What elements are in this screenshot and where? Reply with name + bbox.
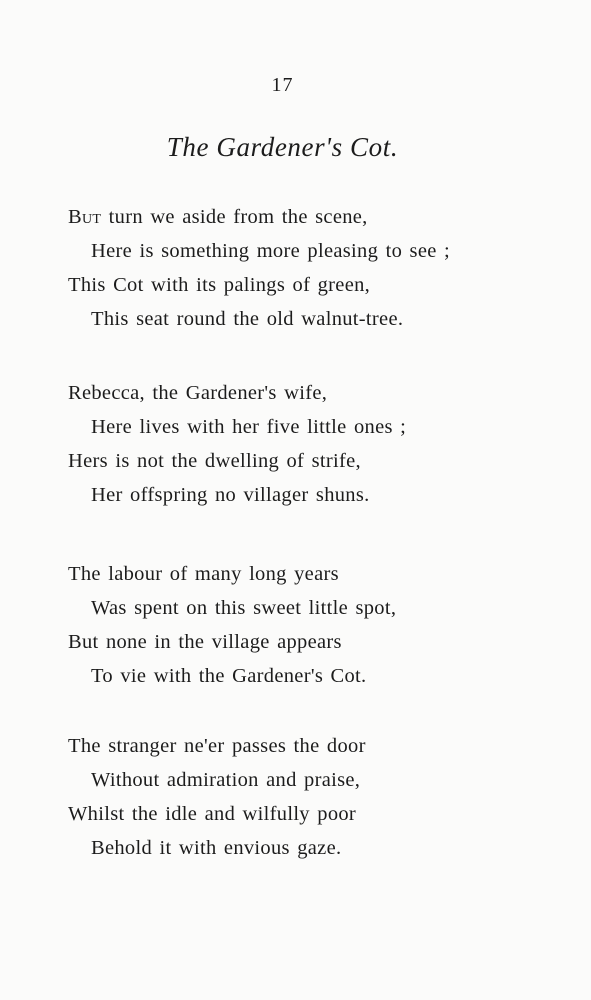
- stanza-4-line-2: Without admiration and praise,: [91, 769, 361, 791]
- stanza-4: [68, 729, 538, 865]
- stanza-2: [68, 376, 538, 512]
- stanza-2-line-2: Here lives with her five little ones ;: [91, 416, 407, 438]
- stanza-3-line-1: The labour of many long years: [68, 563, 339, 585]
- stanza-3-line-3: But none in the village appears: [68, 631, 342, 653]
- page-number: 17: [271, 74, 294, 96]
- stanza-2-line-3: Hers is not the dwelling of strife,: [68, 450, 361, 472]
- stanza-4-line-4: Behold it with envious gaze.: [91, 837, 342, 859]
- stanza-1-line-4: This seat round the old walnut-tree.: [91, 308, 404, 330]
- stanza-2-line-1: Rebecca, the Gardener's wife,: [68, 382, 328, 404]
- stanza-3: [68, 557, 538, 693]
- stanza-1-line-3: This Cot with its palings of green,: [68, 274, 371, 296]
- stanza-3-line-4: To vie with the Gardener's Cot.: [91, 665, 367, 687]
- stanza-4-line-1: The stranger ne'er passes the door: [68, 735, 366, 757]
- stanza-4-line-3: Whilst the idle and wilfully poor: [68, 803, 357, 825]
- poem-title: The Gardener's Cot.: [166, 132, 399, 162]
- stanza-2-line-4: Her offspring no villager shuns.: [91, 484, 370, 506]
- stanza-1: [68, 200, 538, 336]
- stanza-3-line-2: Was spent on this sweet little spot,: [91, 597, 397, 619]
- stanza-1-line-2: Here is something more pleasing to see ;: [91, 240, 451, 262]
- stanza-1-line-1: But turn we aside from the scene,: [68, 206, 368, 228]
